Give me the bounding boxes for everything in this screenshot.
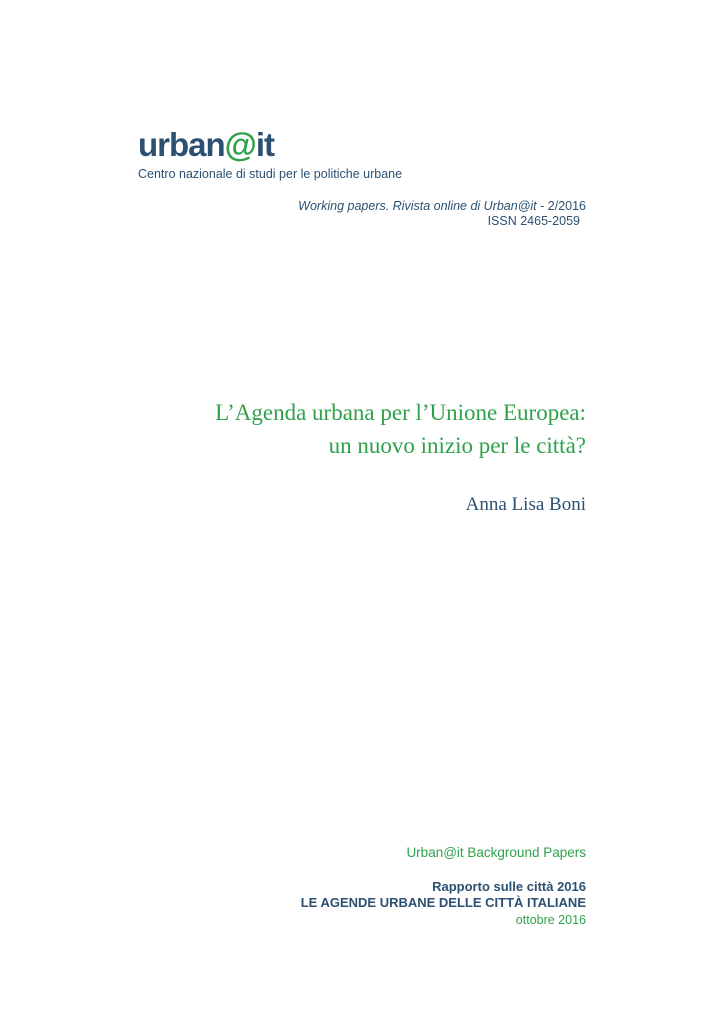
title-line-2: un nuovo inizio per le città? bbox=[328, 433, 586, 458]
report-line-1: Rapporto sulle città 2016 bbox=[432, 879, 586, 894]
logo-word: urban bbox=[138, 126, 225, 163]
urbanit-logo bbox=[138, 128, 274, 161]
report-line-2: LE AGENDE URBANE DELLE CITTÀ ITALIANE bbox=[300, 895, 586, 910]
title-line-1: L’Agenda urbana per l’Unione Europea: bbox=[215, 400, 586, 425]
series-name: Urban@it Background Papers bbox=[406, 845, 586, 860]
report-date: ottobre 2016 bbox=[515, 913, 586, 927]
tagline: Centro nazionale di studi per le politiche urbane bbox=[138, 167, 403, 181]
issn: ISSN 2465-2059 bbox=[487, 214, 580, 228]
report-block bbox=[301, 879, 586, 911]
document-title bbox=[215, 396, 586, 462]
journal-line bbox=[298, 199, 586, 213]
journal-issue: - 2/2016 bbox=[536, 199, 586, 213]
author: Anna Lisa Boni bbox=[465, 494, 586, 515]
logo-at-sign: @ bbox=[224, 126, 256, 163]
journal-name: Working papers. Rivista online di Urban@it bbox=[298, 199, 537, 213]
logo-suffix: it bbox=[255, 126, 275, 163]
